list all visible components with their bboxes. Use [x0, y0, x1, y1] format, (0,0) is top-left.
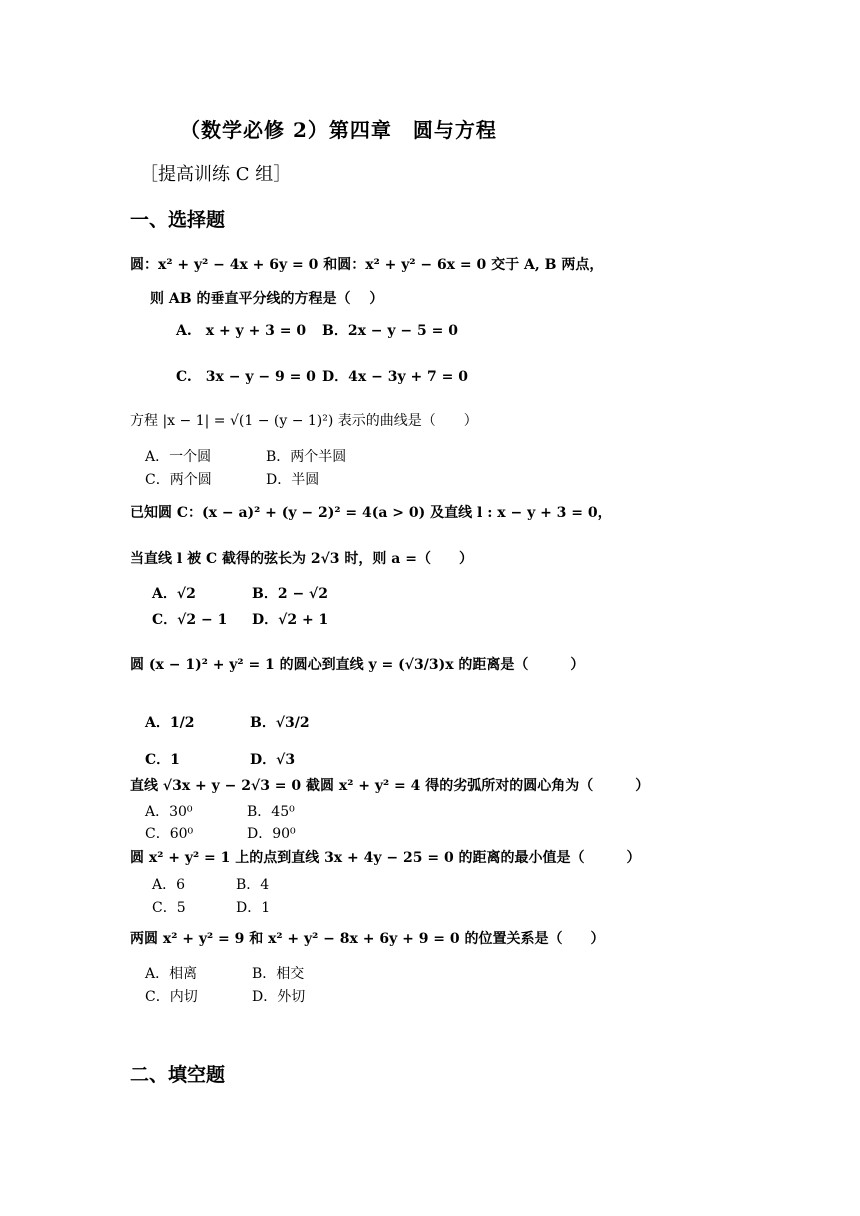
q7-option-d: D．外切: [252, 989, 306, 1005]
q5-option-d: D．90⁰: [247, 826, 296, 842]
q5-option-a: A．30⁰: [145, 804, 193, 820]
section-heading-choice: 一、选择题: [130, 209, 226, 231]
q6-option-d: D．1: [236, 900, 271, 916]
page-subtitle: ［提高训练 C 组］: [140, 164, 292, 185]
page-title: （数学必修 2）第四章 圆与方程: [180, 118, 497, 142]
q1-option-a: A. x + y + 3 = 0: [176, 323, 307, 339]
question-4: 圆 (x − 1)² + y² = 1 的圆心到直线 y = (√3/3)x 的距离是（ ）: [130, 657, 585, 673]
q3-option-b: B．2 − √2: [252, 586, 328, 602]
q3-option-c: C．√2 − 1: [152, 612, 228, 628]
q4-option-c: C．1: [145, 752, 180, 768]
q7-option-c: C．内切: [145, 989, 198, 1005]
q1-option-d: D．4x − 3y + 7 = 0: [322, 369, 469, 385]
q2-option-a: A．一个圆: [145, 449, 212, 465]
q6-option-c: C．5: [152, 900, 186, 916]
q2-option-c: C．两个圆: [145, 472, 212, 488]
question-1-continuation: 则 AB 的垂直平分线的方程是（ ）: [150, 291, 384, 307]
question-3-continuation: 当直线 l 被 C 截得的弦长为 2√3 时，则 a =（ ）: [130, 551, 473, 567]
q6-option-a: A．6: [152, 877, 186, 893]
question-6: 圆 x² + y² = 1 上的点到直线 3x + 4y − 25 = 0 的距离的最小值是（ ）: [130, 850, 641, 866]
q3-option-d: D．√2 + 1: [252, 612, 329, 628]
question-5: 直线 √3x + y − 2√3 = 0 截圆 x² + y² = 4 得的劣弧所对的圆心角为（ ）: [130, 778, 650, 794]
q5-option-c: C．60⁰: [145, 826, 194, 842]
q6-option-b: B．4: [236, 877, 270, 893]
q2-option-b: B．两个半圆: [266, 449, 347, 465]
question-3: 已知圆 C：(x − a)² + (y − 2)² = 4(a > 0) 及直线 l : x − y + 3 = 0，: [130, 505, 612, 521]
q4-option-d: D．√3: [250, 752, 296, 768]
q4-option-a: A．1/2: [145, 715, 195, 731]
q7-option-b: B．相交: [252, 966, 305, 982]
question-7: 两圆 x² + y² = 9 和 x² + y² − 8x + 6y + 9 = 0 的位置关系是（ ）: [130, 931, 605, 947]
q2-option-d: D．半圆: [266, 472, 320, 488]
section-heading-fill: 二、填空题: [130, 1064, 226, 1086]
q1-option-c: C. 3x − y − 9 = 0: [176, 369, 316, 385]
q7-option-a: A．相离: [145, 966, 198, 982]
question-1: 圆：x² + y² − 4x + 6y = 0 和圆：x² + y² − 6x = 0 交于 A, B 两点，: [130, 257, 604, 273]
question-2: 方程 |x − 1| = √(1 − (y − 1)²) 表示的曲线是（ ）: [130, 413, 478, 429]
q3-option-a: A．√2: [152, 586, 196, 602]
q1-option-b: B．2x − y − 5 = 0: [322, 323, 458, 339]
q4-option-b: B．√3/2: [250, 715, 310, 731]
q5-option-b: B．45⁰: [247, 804, 295, 820]
